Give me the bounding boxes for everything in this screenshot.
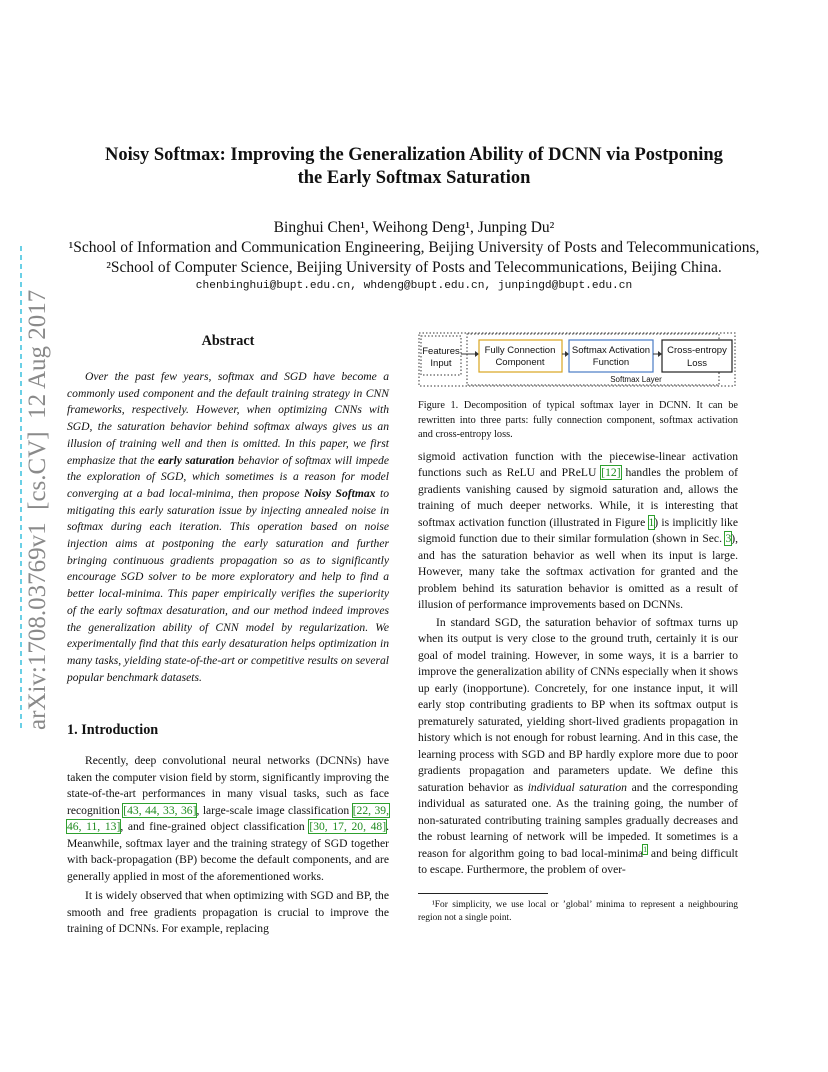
affiliation-2: ²School of Computer Science, Beijing University of Posts and Telecommunications, Beijing China. [106,259,722,276]
citation-link[interactable]: [43, 44, 33, 36] [123,803,197,817]
footnote-rule [418,893,548,894]
footnote: ¹For simplicity, we use local or ’global’ minima to represent a neighbouring region not a single point. [418,899,738,923]
title-line-2: the Early Softmax Saturation [297,168,531,188]
intro-paragraph-1: Recently, deep convolutional neural networks (DCNNs) have taken the computer vision field by storm, significantly improving the state-of-the-art performances in many visual tasks, such as face recognition [43, 44, 33, 36], large-scale image classification [22, 39, 46, 11, 13], and fine-grained object classification [30, 17, 20, 48]. Meanwhile, softmax layer and the training strategy of SGD together with back-propagation (BP) become the default components, and are generally applied in most of the aforementioned works. [67,754,389,883]
right-column [418,331,738,925]
right-body-text [418,449,738,879]
figure-ref-link[interactable]: 1 [648,515,655,529]
left-column [67,331,389,938]
figure-1-diagram [418,331,738,388]
section-ref-link[interactable]: 3 [725,532,732,546]
right-paragraph-1: sigmoid activation function with the piecewise-linear activation functions such as ReLU and PReLU [12] handles the problem of gradients vanishing caused by sigmoid saturation and, allows the training of much deeper networks. While, it is interesting that softmax activation function (illustrated in Figure 1) is implicitly like sigmoid function due to their similar formulation (shown in Sec. 3), and has the saturation behavior as well when its input is large. However, many take the softmax activation for granted and the problem behind its saturation behavior is omitted as a result of illusion of performance improvements based on DCNNs. [418,449,739,612]
introduction-heading: 1. Introduction [67,722,159,739]
right-paragraph-2: In standard SGD, the saturation behavior of softmax turns up when its output is very close to the ground truth, certainly it is our goal of model training. However, in some ways, it is a barrier to improve the generalization ability of CNNs especially when it shows up early (inopportune). Concretely, for one instance input, it will early stop contributing gradients to BP when its softmax output is prematurely saturated, yielding short-lived gradients propagation in history which is not enough for robust learning. And in this case, the learning process with SGD and BP hardly explore more due to poor gradients propagation and parameters update. We define this saturation behavior as individual saturation and the corresponding individual as saturated one. As the training going, the number of non-saturated contributing training samples gradually decreases and the robust learning of network will be impeded. It sometimes is a reason for algorithm going to bad local-minima$^1$ and being difficult to escape. Furthermore, the problem of over- [418,615,738,877]
diagram-input-label: Features [422,346,460,357]
diagram-input-label-2: Input [430,358,452,369]
figure-1-caption: Figure 1. Decomposition of typical softmax layer in DCNN. It can be rewritten into three parts: fully connection component, softmax activation and cross-entropy loss. [418,400,738,441]
diagram-loss-label: Cross-entropy [667,345,727,356]
intro-paragraph-2: It is widely observed that when optimizing with SGD and BP, the smooth and free gradients propagation is crucial to improve the training of DCNNs. For example, replacing [67,889,389,936]
arxiv-stamp-text: arXiv:1708.03769v1 [cs.CV] 12 Aug 2017 [24,289,51,730]
citation-link[interactable]: [30, 17, 20, 48] [309,820,387,834]
diagram-softmax-label: Softmax Activation [571,345,651,356]
author-names: Binghui Chen¹, Weihong Deng¹, Junping Du² [273,219,555,236]
diagram-group-label: Softmax Layer [610,375,662,384]
diagram-softmax-label-2: Function [592,357,630,368]
author-block [60,218,768,278]
footnote-marker-link[interactable]: 1 [643,844,648,854]
citation-link[interactable]: [12] [601,466,621,480]
abstract-heading: Abstract [201,333,255,349]
citation-link[interactable]: [22, 39, 46, 11, 13] [67,803,389,834]
title-line-1: Noisy Softmax: Improving the Generalization Ability of DCNN via Postponing [105,145,723,165]
arxiv-side-stamp [18,246,52,732]
diagram-fc-label-2: Component [495,357,545,368]
diagram-fc-label: Fully Connection [484,345,556,356]
paper-title [60,144,768,190]
diagram-loss-label-2: Loss [686,358,708,369]
affiliation-1: ¹School of Information and Communication Engineering, Beijing University of Posts and Telecommunications, [68,239,760,256]
abstract-text: Over the past few years, softmax and SGD have become a commonly used component and the default training strategy in CNN frameworks, respectively. However, when optimizing CNNs with SGD, the saturation behavior behind softmax always gives us an illusion of training well and then is omitted. In this paper, we first emphasize that the early saturation behavior of softmax will impede the exploration of SGD, which sometimes is a reason for model converging at a bad local-minima, then propose Noisy Softmax to mitigating this early saturation issue by injecting annealed noise in softmax during each iteration. This operation based on noise injection aims at postponing the early saturation and further bringing continuous gradients propagation so as to significantly encourage SGD solver to be more exploratory and help to find a better local-minima. This paper empirically verifies the superiority of the early softmax desaturation, and our method indeed improves the generalization ability of CNN model by regularization. We experimentally find that this early desaturation helps optimization in many tasks, yielding state-of-the-art or competitive results on several popular benchmark datasets. [67,370,389,684]
author-emails: chenbinghui@bupt.edu.cn, whdeng@bupt.edu.cn, junpingd@bupt.edu.cn [195,280,633,292]
